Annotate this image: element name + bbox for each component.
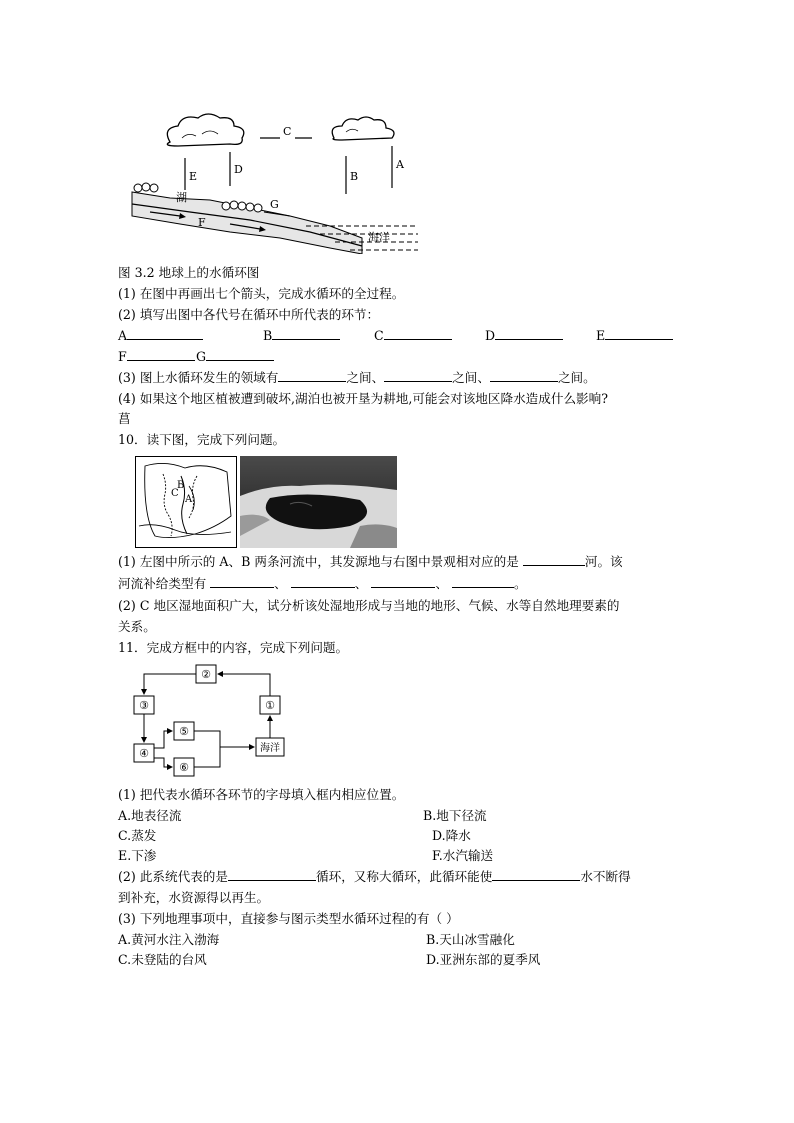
q10-part2: (2) C 地区湿地面积广大，试分析该处湿地形成与当地的地形、气候、水等自然地理要素的 [118,598,620,613]
answer-blank-a[interactable] [127,326,203,340]
box-4-label: ④ [139,747,149,760]
answer-blank-supply3[interactable] [371,574,435,588]
q9-blank-c: C [374,326,452,346]
q11-option-e: E.下渗 [118,848,157,863]
map-label-c: C [171,488,179,499]
answer-blank-water[interactable] [492,867,580,881]
q9-part3: (3) 图上水循环发生的领域有 之间、 之间、 之间。 [118,370,596,385]
q11-option-c: C.蒸发 [118,828,157,843]
answer-blank-f[interactable] [127,347,195,361]
q11-choice-b[interactable]: B.天山冰雪融化 [426,932,515,947]
map-label-a: A [185,494,193,505]
q11-part3: (3) 下列地理事项中，直接参与图示类型水循环过程的有（ ） [118,911,459,926]
q9-part4-cont: 菖 [118,411,131,426]
cloud-right-icon [332,117,394,140]
answer-blank-domain3[interactable] [490,368,558,382]
q10-part2-cont: 关系。 [118,619,156,634]
box-1-label: ① [265,699,275,712]
answer-blank-domain2[interactable] [384,368,452,382]
cloud-left-icon [167,114,243,146]
q10-landscape-photo [240,456,397,548]
label-ocean: 海洋 [368,231,390,244]
q9-blank-d: D [485,326,563,346]
q11-part1: (1) 把代表水循环各环节的字母填入框内相应位置。 [118,787,405,802]
box-ocean-label: 海洋 [260,743,280,754]
answer-blank-cycle[interactable] [228,867,316,881]
q11-title: 11．完成方框中的内容，完成下列问题。 [118,640,349,655]
answer-blank-supply2[interactable] [291,574,355,588]
q11-option-a: A.地表径流 [118,808,182,823]
q11-part2-cont: 到补充，水资源得以再生。 [118,890,270,905]
q11-option-b: B.地下径流 [423,808,487,823]
label-f: F [198,216,206,229]
answer-blank-b[interactable] [272,326,340,340]
label-lake: 湖 [176,191,187,204]
label-c: C [283,125,292,138]
label-g: G [270,198,279,211]
land-layer [132,192,362,254]
q9-blank-g: G [196,347,274,367]
box-5-label: ⑤ [179,725,189,738]
box-6-label: ⑥ [179,761,189,774]
q11-option-f: F.水汽输送 [432,848,494,863]
q11-part2: (2) 此系统代表的是 循环，又称大循环，此循环能使 水不断得 [118,869,631,884]
answer-blank-c[interactable] [384,326,452,340]
box-3-label: ③ [139,699,149,712]
answer-blank-g[interactable] [206,347,274,361]
answer-blank-e[interactable] [605,326,673,340]
q11-choice-a[interactable]: A.黄河水注入渤海 [118,932,220,947]
answer-blank-supply1[interactable] [210,574,274,588]
q9-part4: (4) 如果这个地区植被遭到破坏,湖泊也被开垦为耕地,可能会对该地区降水造成什么影响? [118,391,608,406]
q10-map-figure [135,456,237,548]
answer-blank-d[interactable] [495,326,563,340]
q9-part2: (2) 填写出图中各代号在循环中所代表的环节： [118,307,380,322]
q11-choice-c[interactable]: C.未登陆的台风 [118,952,207,967]
q10-part1-cont: 河流补给类型有 、 、 、 。 [118,576,527,591]
label-a: A [396,158,404,171]
label-e: E [189,170,198,183]
label-b: B [350,170,359,183]
water-cycle-figure [130,108,420,254]
map-label-b: B [177,480,185,491]
q9-part1: (1) 在图中再画出七个箭头，完成水循环的全过程。 [118,286,405,301]
answer-blank-river[interactable] [523,552,585,566]
q10-title: 10．读下图，完成下列问题。 [118,432,286,447]
q9-blank-a: A [118,326,203,346]
box-2-label: ② [201,668,211,681]
figure-caption: 图 3.2 地球上的水循环图 [118,265,260,280]
q11-option-d: D.降水 [432,828,471,843]
q11-choice-d[interactable]: D.亚洲东部的夏季风 [426,952,541,967]
q9-blank-f: F [118,347,195,367]
q11-box-diagram [128,660,288,780]
answer-blank-domain1[interactable] [278,368,346,382]
q9-blank-b: B [263,326,340,346]
q9-blank-e: E [596,326,673,346]
label-d: D [234,163,243,176]
q10-part1: (1) 左图中所示的 A、B 两条河流中，其发源地与右图中景观相对应的是 河。该 [118,554,623,569]
answer-blank-supply4[interactable] [452,574,514,588]
